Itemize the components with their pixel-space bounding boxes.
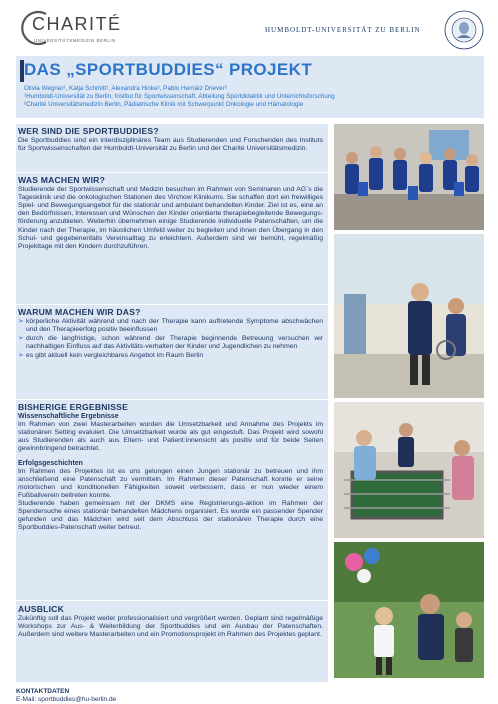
- section-who-heading: WER SIND DIE SPORTBUDDIES?: [18, 126, 159, 136]
- charite-logo: [18, 10, 122, 50]
- section-outlook: [18, 605, 323, 639]
- why-bullet-list: [18, 318, 323, 360]
- author-names: Olivia Wegner¹, Katja Schmitt¹, Alexandra Hinke², Pablo Hernáiz Driever²: [24, 85, 227, 92]
- photo-outdoor-event: [334, 542, 484, 678]
- section-why-heading: WARUM MACHEN WIR DAS?: [18, 307, 141, 317]
- photo-table-football: [334, 402, 484, 538]
- hu-wordmark: HUMBOLDT-UNIVERSITÄT ZU BERLIN: [265, 26, 421, 34]
- results-sub-scientific: Wissenschaftliche Ergebnisse: [18, 413, 119, 421]
- arrow-right-icon: ➢: [18, 318, 24, 326]
- section-what-text: Studierende der Sportwissenschaft und Medizin besuchen im Rahmen von Seminaren und AG´s die Tagesklinik und die onkologischen Stationen des Virchow Klinikums. Sie schaffen dort ein freiwilliges Spiel- und Bewegungsangebot für die stationär und ambulant behandelten Kinder. Ziel ist es, eine an den Bedürfnissen, Interessen und Wünschen der Kinder orientierte therapiebegleitende Bewegungs-förderung anzubieten. Weiterhin übernehmen einige Studierende individuelle Patenschaften, um die Kinder nach der Therapie, im häuslichen Umfeld weiter zu begleiten und ihnen den Übergang in den Schul- und gegebenenfalls Vereinsalltag zu erleichtern. Außerdem sind wir bemüht, regelmäßig Projekttage mit den Kindern durchzuführen.: [18, 186, 323, 250]
- contact-email[interactable]: E-Mail: sportbuddies@hu-berlin.de: [16, 696, 117, 703]
- why-bullet: ➢ durch die langfristige, schon während der Therapie beginnende Betreuung versuchen wir nachhaltigen Einfluss auf das Aktivitäts-verhalten der Kinder und Jugendlichen zu nehmen: [18, 335, 323, 351]
- section-divider: [16, 399, 328, 400]
- results-text-scientific: Im Rahmen von zwei Masterarbeiten wurden die Umsetzbarkeit und Annahme des Projekts im stationären Setting evaluiert. Die Umsetzbarkeit wurde als gut eingestuft. Das Projekt wird sowohl aus Studierenden als auch aus Eltern- und Patient:innensicht als positiv und für beide Seiten gewinnbringend betrachtet.: [18, 421, 323, 453]
- section-results-heading: BISHERIGE ERGEBNISSE: [18, 402, 129, 412]
- why-bullet: ➢ körperliche Aktivität während und nach der Therapie kann auftretende Symptome abschwächen und den Therapieerfolg positiv beeinflussen: [18, 318, 323, 334]
- section-divider: [16, 600, 328, 601]
- section-outlook-heading: AUSBLICK: [18, 604, 64, 614]
- section-why: [18, 308, 323, 362]
- contact-heading: KONTAKTDATEN: [16, 688, 70, 695]
- hu-seal-icon: [444, 10, 484, 50]
- section-who-text: Die Sportbuddies sind ein interdisziplinäres Team aus Studierenden und Forschenden des Instituts für Sportwissenschaften der Humboldt-Universität zu Berlin und der Charité Universitätsmedizin.: [18, 137, 323, 153]
- section-outlook-text: Zukünftig soll das Projekt weiter professionalisiert und vergrößert werden. Geplant sind regelmäßige Workshops zur Aus- & Weiterbildung der Sportbuddies und ein Ausbau der Patenschaften. Außerdem sind weitere Masterarbeiten und ein Promotionsprojekt im Rahmen des Projektes geplant.: [18, 615, 323, 639]
- affiliation-1: ¹Humboldt-Universität zu Berlin, Institut für Sportwissenschaft, Abteilung Sportdidaktik und Unterrichtsforschung: [24, 93, 335, 100]
- section-who: [18, 127, 323, 153]
- poster-title: DAS „SPORTBUDDIES“ PROJEKT: [24, 60, 313, 79]
- section-divider: [16, 172, 328, 173]
- results-sub-stories: Erfolgsgeschichten: [18, 459, 83, 467]
- photo-team-group: [334, 124, 484, 230]
- results-text-story-1: Im Rahmen des Projektes ist es uns gelungen einen Jungen stationär zu betreuen und ihm anschließend eine Patenschaft zu vermitteln. Im Rahmen dieser Patenschaft konnte er seine motorischen und konditionellen Fähigkeiten soweit verbessern, dass er nun wieder einem Fußballverein beitreten konnte.: [18, 467, 323, 499]
- why-bullet: ➢ es gibt aktuell kein vergleichbares Angebot im Raum Berlin: [18, 352, 204, 360]
- charite-subtitle: UNIVERSITÄTSMEDIZIN BERLIN: [34, 38, 116, 43]
- charite-wordmark: CHARITÉ: [32, 14, 122, 34]
- arrow-right-icon: ➢: [18, 352, 24, 360]
- author-block: [24, 85, 335, 109]
- section-results: [18, 403, 323, 532]
- section-what: [18, 176, 323, 251]
- section-divider: [16, 304, 328, 305]
- section-what-heading: WAS MACHEN WIR?: [18, 175, 106, 185]
- affiliation-2: ²Charité Universitätsmedizin Berlin, Pädiatrische Klinik mit Schwerpunkt Onkologie und Hämatologie: [24, 101, 304, 108]
- photo-hospital-play: [334, 234, 484, 398]
- arrow-right-icon: ➢: [18, 335, 24, 343]
- results-text-story-2: Studierende haben gemeinsam mit der DKMS eine Registrierungs-aktion im Rahmen der Spendersuche eines stationär behandelten Mädchens organisiert. Es wurde ein passender Spender gefunden und das Mädchen wird seit dem Abschluss der stationären Therapie durch eine Sportbuddies-Patenschaft weiter betreut.: [18, 500, 323, 532]
